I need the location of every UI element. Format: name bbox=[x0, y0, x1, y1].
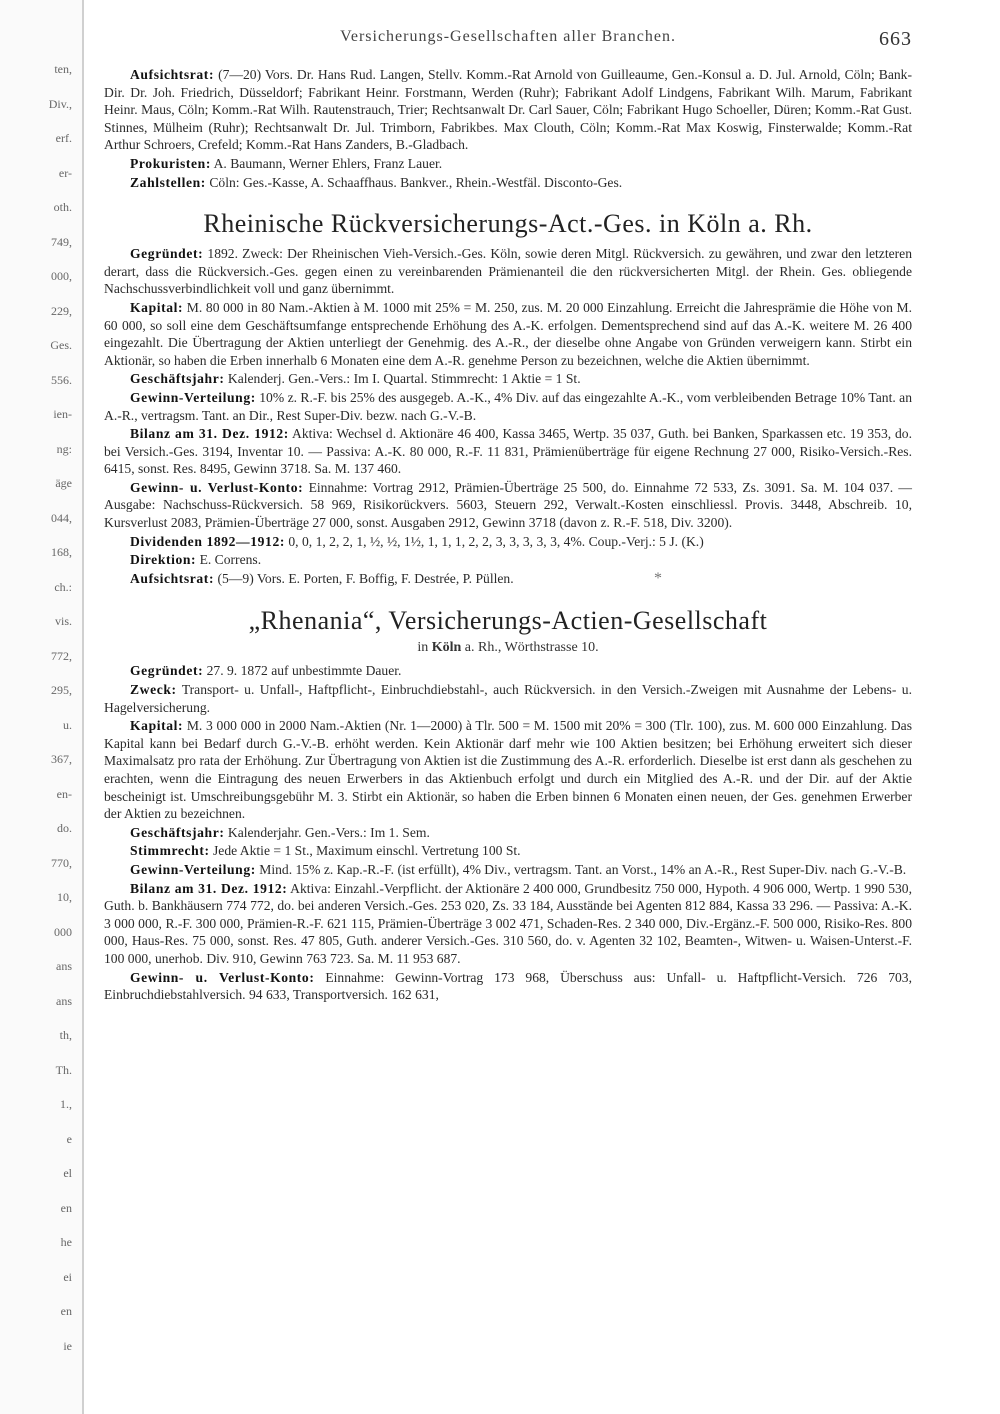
margin-fragment: Ges. bbox=[50, 338, 72, 352]
margin-fragment: 367, bbox=[51, 752, 72, 766]
paragraph bbox=[104, 245, 912, 298]
paragraph bbox=[104, 389, 912, 424]
field-label: Gewinn-Verteilung: bbox=[130, 389, 256, 405]
entry-title: „Rhenania“, Versicherungs-Actien-Gesellschaft bbox=[248, 606, 768, 636]
field-text: Mind. 15% z. Kap.-R.-F. (ist erfüllt), 4% Div., vertragsm. Tant. an Vorst., 14% an A.-R., Rest Super-Div. nach G.-V.-B. bbox=[255, 861, 907, 877]
field-label: Gegründet: bbox=[130, 663, 204, 679]
margin-fragment: en bbox=[60, 1200, 72, 1215]
field-text: Einnahme: Vortrag 2912, Prämien-Überträge 25 500, do. Einnahme 72 533, Zs. 3091. Sa. M. 104 037. — Ausgabe: Nachschuss-Rückversich. 58 969, Risikorückvers. 5603, Steuern 292, Verwalt.-Kosten einschliessl. Provis. 3448, Abschreib. 10, Kursverlust 2083, Prämien-Überträge 27 000, sonst. Ausgaben 2912, Gewinn 3718 (davon z. R.-F. 518, Div. 3200). bbox=[104, 479, 912, 531]
field-text: Einnahme: Gewinn-Vortrag 173 968, Überschuss aus: Unfall- u. Haftpflicht-Versich. 726 703, Einbruchdiebstahlversich. 94 633, Transportversich. 162 631, bbox=[104, 969, 912, 1003]
field-label: Geschäftsjahr: bbox=[130, 371, 225, 387]
margin-fragment: ng: bbox=[56, 441, 72, 456]
margin-fragment: 749, bbox=[51, 234, 72, 249]
field-label: Zahlstellen: bbox=[130, 174, 206, 190]
paragraph bbox=[104, 425, 912, 478]
paragraph bbox=[104, 717, 912, 823]
field-text: E. Correns. bbox=[196, 552, 262, 568]
paragraph bbox=[104, 681, 912, 716]
field-text: Kalenderjahr. Gen.-Vers.: Im 1. Sem. bbox=[224, 824, 430, 840]
adjacent-page-margin bbox=[0, 0, 84, 1414]
paragraph bbox=[104, 880, 912, 968]
field-label: Bilanz am 31. Dez. 1912: bbox=[130, 880, 288, 896]
paragraph bbox=[104, 299, 912, 369]
margin-fragment: 772, bbox=[51, 648, 72, 663]
field-text: M. 3 000 000 in 2000 Nam.-Aktien (Nr. 1—2000) à Tlr. 500 = M. 1500 mit 20% = 300 (Tlr. 100), zus. M. 600 000 Einzahlung. Das Kapital kann bei Bedarf durch G.-V.-B. erhöht werden. Kein Aktionär darf mehr wie 100 Aktien besitzen; bei Erhöhung erweitert sich dieser Maximalsatz pro rata der Erhöhung. Zur Übertragung von Aktien ist die Zustimmung des A.-R. erforderlich. Dieselbe ist erst dann als geschehen zu erachten, wenn die Eintragung des neuen Erwerbers in das Aktienbuch erfolgt und durch ein Mitglied des A.-R. und der Dir. auf der Aktie bescheinigt ist. Umschreibungsgebühr M. 3. Stirbt ein Aktionär, so haben die Erben binnen 6 Monaten einen neuen, der Ges. genehmen Erwerber der Aktien zu bezeichnen. bbox=[104, 718, 912, 822]
field-label: Geschäftsjahr: bbox=[130, 824, 225, 840]
entry-rheinische-rueckversicherung bbox=[104, 209, 912, 588]
paragraph bbox=[104, 969, 912, 1004]
field-text: (5—9) Vors. E. Porten, F. Boffig, F. Destrée, P. Püllen. bbox=[214, 570, 514, 586]
paragraph bbox=[104, 533, 912, 551]
margin-fragment: ien- bbox=[53, 407, 72, 421]
margin-fragment: 1., bbox=[60, 1097, 72, 1111]
field-label: Gegründet: bbox=[130, 246, 204, 262]
field-label: Kapital: bbox=[130, 718, 184, 734]
margin-fragment: do. bbox=[57, 821, 72, 835]
margin-fragment: en- bbox=[56, 786, 72, 801]
paragraph bbox=[104, 66, 912, 154]
margin-fragment: ch.: bbox=[54, 579, 72, 594]
margin-fragment: 770, bbox=[51, 855, 72, 870]
margin-fragment: e bbox=[66, 1131, 72, 1146]
field-label: Zweck: bbox=[130, 682, 177, 698]
paragraph bbox=[104, 662, 912, 680]
margin-fragment: 044, bbox=[51, 510, 72, 525]
entry-body bbox=[104, 662, 912, 1003]
paragraph bbox=[104, 551, 912, 569]
entry-address: in Köln a. Rh., Wörthstrasse 10. bbox=[417, 640, 599, 656]
field-text: A. Baumann, Werner Ehlers, Franz Lauer. bbox=[210, 155, 443, 171]
margin-fragment: he bbox=[60, 1235, 72, 1249]
field-text: 0, 0, 1, 2, 2, 1, ½, ½, 1½, 1, 1, 1, 2, 2, 3, 3, 3, 3, 3, 4%. Coup.-Verj.: 5 J. (K.) bbox=[284, 533, 704, 549]
field-label: Dividenden 1892—1912: bbox=[130, 533, 285, 549]
field-label: Kapital: bbox=[130, 299, 184, 315]
paragraph bbox=[104, 842, 912, 860]
running-head bbox=[104, 28, 912, 62]
field-text: 27. 9. 1872 auf unbestimmte Dauer. bbox=[203, 663, 402, 679]
page-number: 663 bbox=[879, 28, 912, 50]
margin-fragment: 295, bbox=[51, 683, 72, 697]
running-title: Versicherungs-Gesellschaften aller Branchen. bbox=[340, 28, 676, 45]
margin-fragment: Div., bbox=[48, 96, 72, 111]
field-text: M. 80 000 in 80 Nam.-Aktien à M. 1000 mit 25% = M. 250, zus. M. 20 000 Einzahlung. Erreicht die Jahresprämie die Höhe von M. 60 000, so soll eine dem Geschäftsumfange entsprechende Erhöhung des A.-K. erfolgen. Dementsprechend sind auf das A.-K. weitere M. 26 400 eingezahlt. Die Übertragung der Aktien unterliegt der Genehmig. des A.-R., der dieselbe ohne Angabe von Gründen verweigern kann. Stirbt ein Aktionär, so haben die Erben innerhalb 6 Monaten eine dem A.-R. genehme Person zu bezeichnen, welche die Aktien übernimmt. bbox=[104, 299, 912, 368]
field-label: Gewinn- u. Verlust-Konto: bbox=[130, 969, 315, 985]
field-label: Aufsichtsrat: bbox=[130, 570, 215, 586]
field-label: Bilanz am 31. Dez. 1912: bbox=[130, 426, 289, 442]
field-text: Cöln: Ges.-Kasse, A. Schaaffhaus. Bankver., Rhein.-Westfäl. Disconto-Ges. bbox=[205, 174, 623, 190]
page bbox=[104, 28, 912, 1005]
paragraph bbox=[104, 155, 912, 173]
paragraph bbox=[104, 861, 912, 879]
field-label: Direktion: bbox=[130, 552, 197, 568]
previous-entry-continuation bbox=[104, 66, 912, 191]
margin-fragment: 10, bbox=[57, 890, 72, 904]
margin-fragment: 229, bbox=[51, 303, 72, 318]
paragraph bbox=[104, 824, 912, 842]
field-text: 10% z. R.-F. bis 25% des ausgegeb. A.-K., 4% Div. auf das eingezahlte A.-K., vom verbleibenden Betrage 10% Tant. an A.-R., vertragsm. Tant. an Dir., Rest Super-Div. bezw. nach G.-V.-B. bbox=[104, 389, 912, 423]
field-label: Aufsichtsrat: bbox=[130, 67, 215, 82]
field-text: Transport- u. Unfall-, Haftpflicht-, Einbruchdiebstahl-, auch Rückversich. in den Versich.-Zweigen mit Ausnahme der Lebens- u. Hagelversicherung. bbox=[104, 682, 912, 715]
margin-fragment: äge bbox=[55, 476, 72, 490]
field-text: 1892. Zweck: Der Rheinischen Vieh-Versich.-Ges. Köln, sowie deren Mitgl. Rückversich. zu gewähren, und zwar den letzteren derart, dass die Rückversich.-Ges. gegen einen zu vereinbarenden Prämienanteil die den rückversicherten Mitgl. der Rhein. Ges. obliegende Nachschussverbindlichkeit voll und ganz übernimmt. bbox=[104, 246, 912, 297]
entry-title: Rheinische Rückversicherungs-Act.-Ges. in Köln a. Rh. bbox=[203, 209, 813, 239]
paragraph bbox=[104, 479, 912, 532]
field-label: Prokuristen: bbox=[130, 155, 211, 171]
margin-fragment: Th. bbox=[55, 1062, 72, 1077]
margin-fragment: el bbox=[63, 1166, 72, 1180]
margin-fragment: en bbox=[60, 1304, 72, 1318]
margin-fragment: ie bbox=[63, 1338, 72, 1353]
entry-city: Köln bbox=[431, 640, 462, 656]
margin-fragment: erf. bbox=[55, 131, 72, 145]
paragraph bbox=[104, 370, 912, 388]
margin-fragment: 556. bbox=[51, 372, 72, 387]
entry-body bbox=[104, 245, 912, 587]
field-label: Gewinn- u. Verlust-Konto: bbox=[130, 479, 304, 495]
field-text: Aktiva: Einzahl.-Verpflicht. der Aktionäre 2 400 000, Grundbesitz 750 000, Hypoth. 4 906 000, Wertp. 1 990 530, Guth. b. Bankhäusern 774 772, do. bei anderen Versich.-Ges. 253 020, Zs. 33 184, Ausstände bei Agenten 812 884, Kassa 33 296. — Passiva: A.-K. 3 000 000, R.-F. 300 000, Prämien-R.-F. 621 115, Prämien-Überträge 3 002 471, Schaden-Res. 2 340 000, Div.-Ergänz.-F. 500 000, Risiko-Res. 800 000, Haus-Res. 75 000, sonst. Res. 47 805, Guth. anderer Versich.-Ges. 310 560, do. v. Agenten 32 102, Beamten-, Witwen- u. Waisen-Unterst.-F. 100 000, unerhob. Div. 910, Gewinn 763 723. Sa. M. 11 953 687. bbox=[104, 880, 912, 966]
margin-fragment: 168, bbox=[51, 545, 72, 559]
field-label: Gewinn-Verteilung: bbox=[130, 861, 256, 877]
margin-fragment: 000, bbox=[51, 269, 72, 283]
margin-fragment: u. bbox=[63, 717, 72, 732]
field-text: Aktiva: Wechsel d. Aktionäre 46 400, Kassa 3465, Wertp. 35 037, Guth. bei Banken, Sparkassen etc. 19 353, do. bei Versich.-Ges. 3194, Inventar 10. — Passiva: A.-K. 80 000, R.-F. 11 831, Prämienüberträge für eigene Rechnung 27 000, Risiko-Versich.-Res. 6415, sonst. Res. 8495, Gewinn 3718. Sa. M. 137 460. bbox=[104, 426, 912, 477]
field-text: Jede Aktie = 1 St., Maximum einschl. Vertretung 100 St. bbox=[209, 843, 521, 859]
margin-fragment: ans bbox=[56, 993, 72, 1008]
field-text: Kalenderj. Gen.-Vers.: Im I. Quartal. Stimmrecht: 1 Aktie = 1 St. bbox=[224, 371, 581, 387]
field-text: (7—20) Vors. Dr. Hans Rud. Langen, Stellv. Komm.-Rat Arnold von Guilleaume, Gen.-Konsul a. D. Jul. Arnold, Cöln; Bank-Dir. Dr. Joh. Friedrich, Düsseldorf; Fabrikant Heinr. Forstmann, Werden (Ruhr); Fabrikant Adolf Lindgens, Fabrikant Wilh. Marum, Fabrikant Heinr. Maus, Cöln; Komm.-Rat Wilh. Rautenstrauch, Trier; Rechtsanwalt Dr. Carl Sauer, Cöln; Fabrikant Hugo Schoeller, Düren; Komm.-Rat Gust. Stinnes, Mülheim (Ruhr); Rechtsanwalt Dr. Jul. Trimborn, Fabrikbes. Max Clouth, Cöln; Komm.-Rat Max Koswig, Finsterwalde; Komm.-Rat Arthur Schroers, Crefeld; Komm.-Rat Hans Zanders, B.-Gladbach. bbox=[104, 67, 912, 153]
ornament: * bbox=[654, 570, 662, 588]
entry-rhenania bbox=[104, 606, 912, 1003]
margin-fragment: oth. bbox=[53, 200, 72, 214]
margin-fragment: ei bbox=[63, 1269, 72, 1284]
margin-fragment: 000 bbox=[54, 924, 72, 939]
margin-fragment: th, bbox=[59, 1028, 72, 1042]
field-label: Stimmrecht: bbox=[130, 843, 210, 859]
paragraph bbox=[104, 174, 912, 192]
margin-fragment: vis. bbox=[54, 614, 72, 628]
margin-fragment: ans bbox=[56, 959, 72, 973]
margin-fragment: er- bbox=[58, 165, 72, 180]
margin-fragment: ten, bbox=[54, 62, 72, 76]
